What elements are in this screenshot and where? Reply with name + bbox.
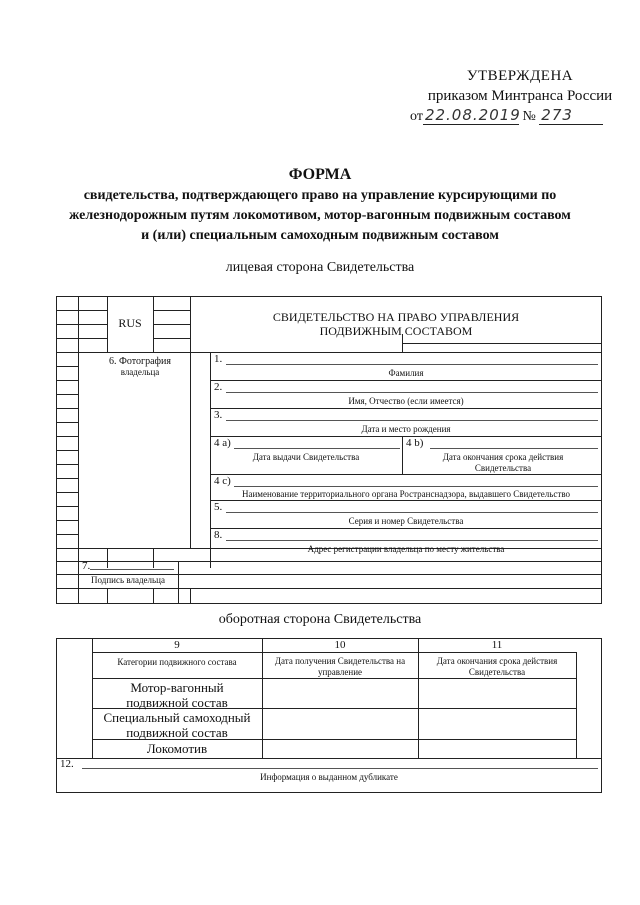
approval-date-line: [410, 106, 603, 125]
category-row-line2: подвижной состав: [126, 725, 228, 740]
country-code: RUS: [118, 316, 142, 330]
photo-label-line2: владельца: [120, 367, 160, 377]
field4b-caption-line2: Свидетельства: [474, 463, 532, 473]
col10-header-line2: управление: [317, 667, 363, 677]
category-row-line2: подвижной состав: [126, 695, 228, 710]
field5-number: 5.: [214, 501, 223, 513]
col11-header: [418, 656, 576, 678]
field7-caption: Подпись владельца: [91, 575, 165, 585]
field4b-caption: [404, 452, 602, 474]
col11-number: 11: [491, 639, 503, 651]
col9-number: 9: [174, 639, 180, 651]
field5-caption: Серия и номер Свидетельства: [348, 516, 464, 526]
category-row-line1: Мотор-вагонный: [130, 680, 224, 695]
category-row-line1: Специальный самоходный: [103, 710, 251, 725]
form-title: ФОРМА: [288, 166, 352, 183]
field8-number: 8.: [214, 529, 223, 541]
col9-header: Категории подвижного состава: [117, 657, 237, 667]
approval-block: [420, 66, 620, 106]
date-prefix: от: [410, 109, 423, 124]
field3-number: 3.: [214, 409, 223, 421]
field2-caption: Имя, Отчество (если имеется): [348, 396, 464, 406]
field4c-number: 4 c): [214, 475, 231, 487]
cert-title-line2: ПОДВИЖНЫМ СОСТАВОМ: [319, 324, 473, 338]
field4a-caption: Дата выдачи Свидетельства: [252, 452, 360, 462]
col10-header-line1: Дата получения Свидетельства на: [274, 656, 406, 666]
field2-number: 2.: [214, 381, 223, 393]
field4c-caption: Наименование территориального органа Ространснадзора, выдавшего Свидетельство: [241, 489, 571, 499]
number-prefix: №: [522, 109, 536, 124]
field1-caption: Фамилия: [388, 368, 424, 378]
photo-label: [90, 356, 190, 378]
category-row: [92, 741, 262, 756]
col11-header-line2: Свидетельства: [468, 667, 526, 677]
field4a-number: 4 a): [214, 437, 231, 449]
field12-number: 12.: [60, 758, 74, 770]
col11-header-line1: Дата окончания срока действия: [436, 656, 558, 666]
field4b-caption-line1: Дата окончания срока действия: [442, 452, 564, 462]
cert-title-line1: СВИДЕТЕЛЬСТВО НА ПРАВО УПРАВЛЕНИЯ: [272, 310, 520, 324]
photo-label-line1: 6. Фотография: [109, 356, 171, 367]
field8-caption: Адрес регистрации владельца по месту жительства: [307, 544, 505, 554]
form-subtitle: [0, 186, 640, 246]
field3-caption: Дата и место рождения: [361, 424, 451, 434]
approval-date: 22.08.2019: [424, 106, 521, 124]
col10-header: [262, 656, 418, 678]
col10-number: 10: [334, 639, 346, 651]
approved-title: УТВЕРЖДЕНА: [466, 68, 574, 84]
back-side-title: оборотная сторона Свидетельства: [218, 612, 422, 627]
field1-number: 1.: [214, 353, 223, 365]
form-subtitle-line2: железнодорожным путям локомотивом, мотор-вагонным подвижным составом: [69, 208, 571, 223]
form-subtitle-line1: свидетельства, подтверждающего право на управление курсирующими по: [83, 188, 557, 203]
field4b-number: 4 b): [406, 437, 424, 449]
approved-order: приказом Минтранса России: [427, 88, 613, 104]
field12-caption: Информация о выданном дубликате: [260, 772, 398, 782]
form-subtitle-line3: и (или) специальным самоходным подвижным составом: [141, 228, 499, 243]
category-row: [92, 680, 262, 710]
cert-title: [190, 310, 602, 338]
category-row-line1: Локомотив: [146, 741, 208, 756]
approval-number: 273: [539, 106, 603, 125]
front-side-title: лицевая сторона Свидетельства: [225, 260, 415, 275]
field7-number: 7.: [82, 560, 91, 572]
category-row: [92, 710, 262, 740]
